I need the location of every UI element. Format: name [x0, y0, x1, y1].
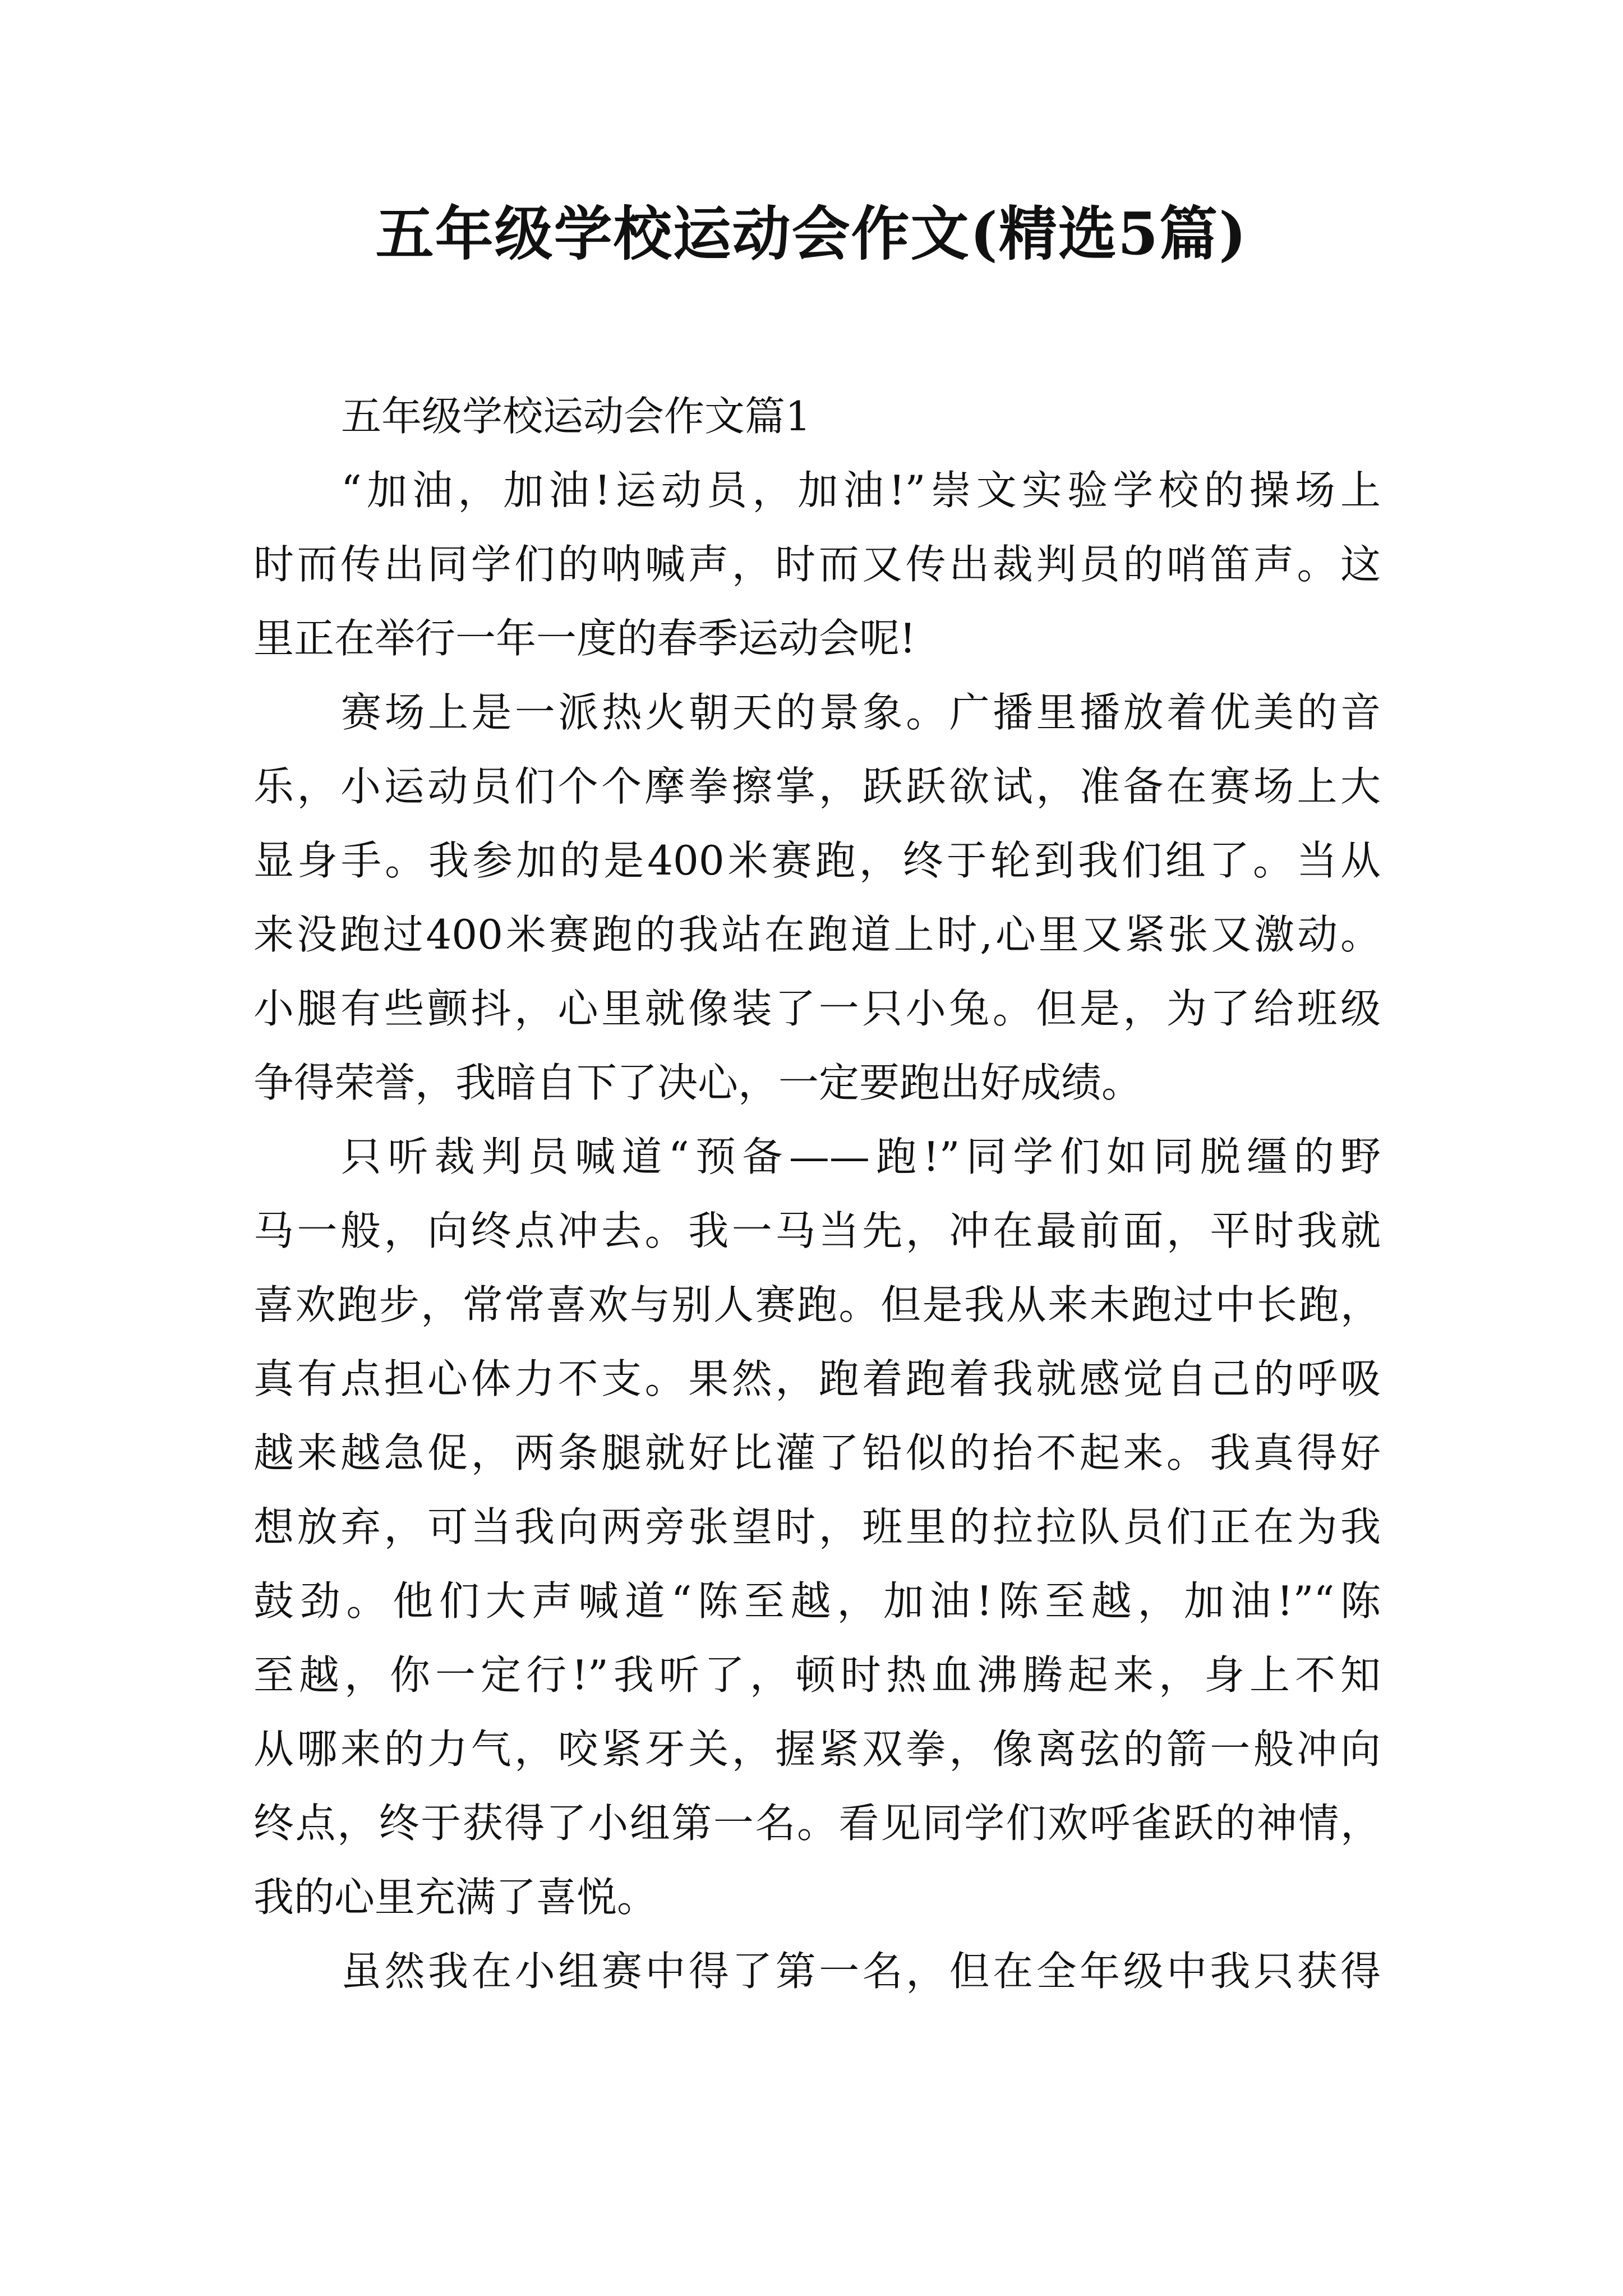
text-line: 从哪来的力气，咬紧牙关，握紧双拳，像离弦的箭一般冲向 [253, 1726, 1381, 1773]
text-line: 小腿有些颤抖，心里就像装了一只小兔。但是，为了给班级 [253, 985, 1381, 1032]
text-line: 想放弃，可当我向两旁张望时，班里的拉拉队员们正在为我 [253, 1503, 1381, 1550]
text-line: 我的心里充满了喜悦。 [253, 1874, 658, 1921]
text-line: 越来越急促，两条腿就好比灌了铅似的抬不起来。我真得好 [253, 1429, 1381, 1476]
text-line: 来没跑过400米赛跑的我站在跑道上时,心里又紧张又激动。 [253, 911, 1381, 958]
text-line: 终点，终于获得了小组第一名。看见同学们欢呼雀跃的神情， [253, 1800, 1381, 1847]
text-line: 时而传出同学们的呐喊声，时而又传出裁判员的哨笛声。这 [253, 541, 1381, 588]
text-line: 争得荣誉，我暗自下了决心，一定要跑出好成绩。 [253, 1059, 1142, 1106]
text-line: “加油，加油!运动员，加油!”崇文实验学校的操场上 [341, 467, 1381, 514]
essay-body [253, 379, 1381, 2008]
text-line: 马一般，向终点冲去。我一马当先，冲在最前面，平时我就 [253, 1207, 1381, 1254]
text-line: 鼓劲。他们大声喊道“陈至越，加油!陈至越，加油!”“陈 [253, 1577, 1381, 1625]
text-line: 虽然我在小组赛中得了第一名，但在全年级中我只获得 [341, 1948, 1381, 1995]
text-line: 真有点担心体力不支。果然，跑着跑着我就感觉自己的呼吸 [253, 1355, 1381, 1402]
text-line: 显身手。我参加的是400米赛跑，终于轮到我们组了。当从 [253, 837, 1381, 884]
page-title: 五年级学校运动会作文(精选5篇) [375, 199, 1248, 268]
text-line: 里正在举行一年一度的春季运动会呢! [253, 615, 916, 662]
text-line: 乐，小运动员们个个摩拳擦掌，跃跃欲试，准备在赛场上大 [253, 763, 1381, 810]
text-line: 五年级学校运动会作文篇1 [341, 393, 811, 440]
text-line: 喜欢跑步，常常喜欢与别人赛跑。但是我从来未跑过中长跑， [253, 1281, 1381, 1328]
text-line: 至越，你一定行!”我听了，顿时热血沸腾起来，身上不知 [253, 1651, 1381, 1699]
text-line: 赛场上是一派热火朝天的景象。广播里播放着优美的音 [341, 689, 1381, 736]
text-line: 只听裁判员喊道“预备——跑!”同学们如同脱缰的野 [341, 1133, 1381, 1180]
